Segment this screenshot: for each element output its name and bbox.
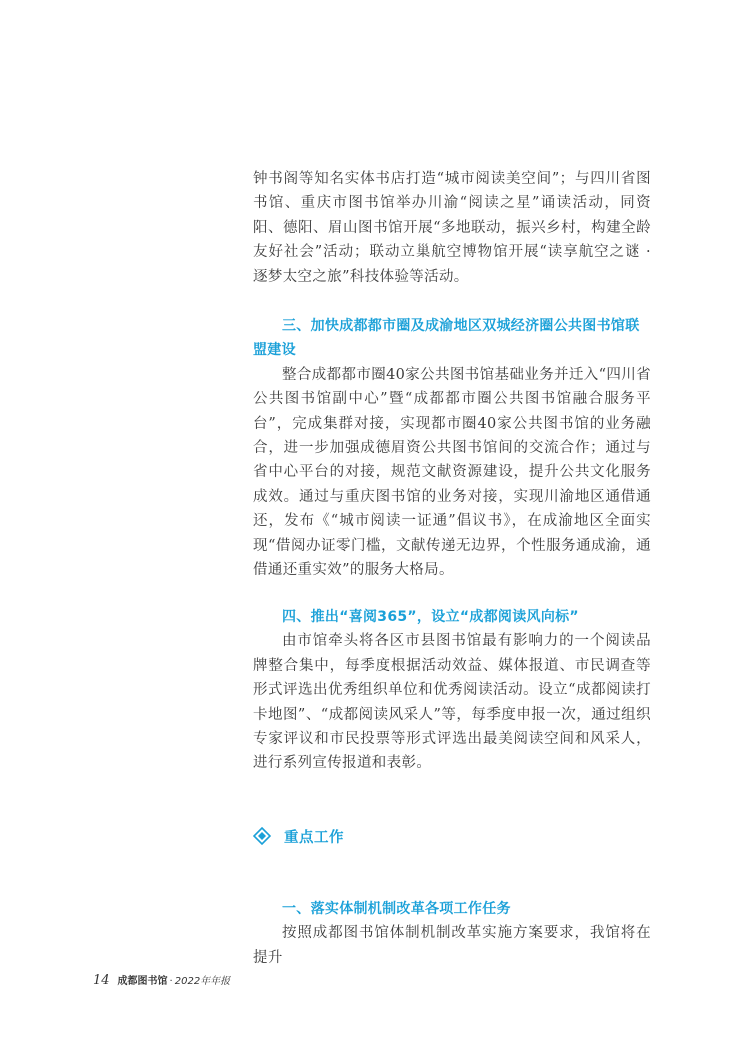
key-work-section-header bbox=[253, 826, 344, 846]
paragraph-three: 整合成都都市圈40家公共图书馆基础业务并迁入“四川省公共图书馆副中心”暨“成都都市圈公共图书馆融合服务平台”，完成集群对接，实现都市圈40家公共图书馆的业务融合，进一步加强成德眉资公共图书馆间的交流合作；通过与省中心平台的对接，规范文献资源建设，提升公共文化服务成效。通过与重庆图书馆的业务对接，实现川渝地区通借通还，发布《“城市阅读一证通”倡议书》，在成渝地区全面实现“借阅办证零门槛，文献传递无边界，个性服务通成渝，通借通还重实效”的服务大格局。 bbox=[253, 366, 651, 579]
section-three-block bbox=[253, 314, 651, 582]
diamond-icon bbox=[253, 827, 271, 845]
footer-library-name: 成都图书馆 bbox=[117, 976, 168, 987]
continued-paragraph: 钟书阁等知名实体书店打造“城市阅读美空间”；与四川省图书馆、重庆市图书馆举办川渝“阅读之星”诵读活动，同资阳、德阳、眉山图书馆开展“多地联动，振兴乡村，构建全龄友好社会”活动；联动立巢航空博物馆开展“读享航空之谜 · 逐梦太空之旅”科技体验等活动。 bbox=[253, 171, 656, 285]
paragraph-four: 由市馆牵头将各区市县图书馆最有影响力的一个阅读品牌整合集中，每季度根据活动效益、媒体报道、市民调查等形式评选出优秀组织单位和优秀阅读活动。设立“成都阅读打卡地图”、“成都阅读风采人”等，每季度申报一次，通过组织专家评议和市民投票等形式评选出最美阅读空间和风采人，进行系列宣传报道和表彰。 bbox=[253, 633, 651, 772]
heading-three: 三、加快成都都市圈及成渝地区双城经济圈公共图书馆联盟建设 bbox=[253, 318, 640, 359]
footer-separator: · bbox=[169, 976, 173, 987]
subsection-one-block bbox=[253, 897, 651, 970]
page-footer bbox=[93, 972, 230, 988]
heading-four: 四、推出“喜阅365”，设立“成都阅读风向标” bbox=[282, 609, 579, 625]
continued-paragraph-block bbox=[253, 167, 656, 289]
heading-one: 一、落实体制机制改革各项工作任务 bbox=[282, 901, 511, 917]
section-four-block bbox=[253, 605, 651, 776]
section-title: 重点工作 bbox=[284, 829, 344, 846]
page-number: 14 bbox=[93, 973, 110, 988]
paragraph-one: 按照成都图书馆体制机制改革实施方案要求，我馆将在提升 bbox=[253, 925, 651, 966]
footer-year-label: 2022年年报 bbox=[174, 976, 231, 987]
